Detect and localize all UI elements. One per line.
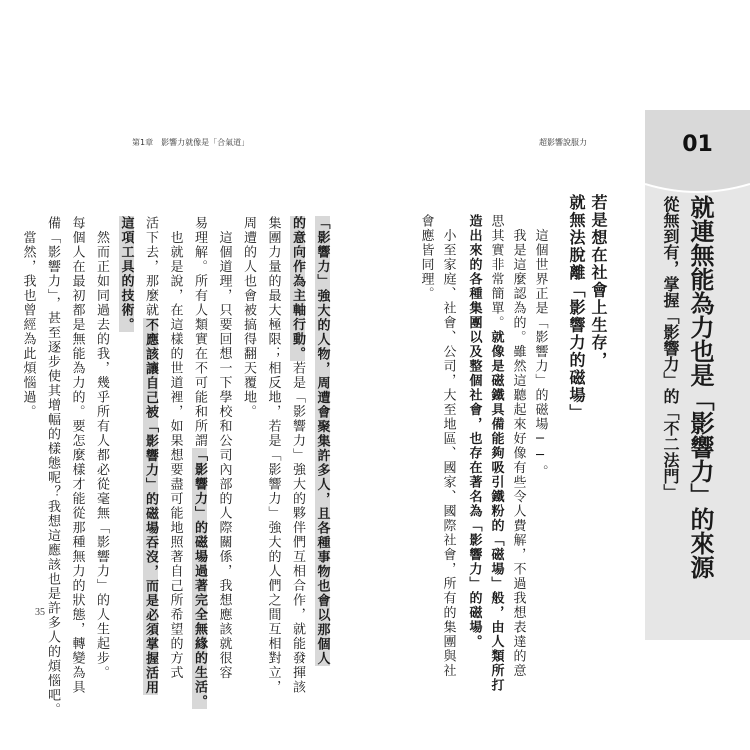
left-page-number: 35 [35,607,45,618]
right_page-column [568,194,584,422]
left_page-column [169,216,182,680]
left_page-column [291,216,304,695]
left_page-column [316,216,329,666]
text-segment: 若是「影響力」強大的夥伴們互相合作，就能發揮該 [290,361,305,695]
right_page-column [420,214,433,301]
text-segment: 活下去，那麼就 [143,216,158,318]
text-segment: 每個人在最初都是無能為力的。要怎麼樣才能從那種無力的狀態，轉變為具 [69,216,85,695]
text-segment: 小至家庭、社會、公司，大至地區、國家、國際社會，所有的集團與社 [440,214,456,678]
left_page-column [144,216,157,695]
text-segment: 這項工具的技術。 [118,216,134,332]
text-segment: 「影響力」的磁場過著完全無緣的生活。 [192,448,207,709]
text-segment: 這個世界正是「影響力」的磁場──。 [532,214,548,479]
left_page-column [22,216,35,419]
right_page-column [512,214,525,678]
section-title: 就連無能為力也是「影響力」的來源 [686,195,714,579]
left_page-column [71,216,84,695]
left_page-column [267,216,280,695]
text-segment: 周遭的人也會被搞得翻天覆地。 [241,216,256,419]
right_page-column [442,214,455,678]
left_page-column [46,216,59,717]
text-segment: 思其實非常簡單。 [488,214,504,330]
text-segment: 會應皆同理。 [418,214,434,301]
text-segment: 「影響力」 [314,216,330,289]
text-segment: 強大的人物，周遭會聚集許多人，且各種事物也會以那個人 [314,288,330,666]
section-subtitle: 從無到有，掌握「影響力」的「不二法門」 [661,196,680,500]
text-segment: 集團力量的最大極限；相反地，若是「影響力」強大的人們之間互相對立， [265,216,281,695]
text-segment: 易理解。所有人類實在不可能和所謂 [192,216,207,448]
text-segment: 我是這麼認為的。雖然這聽起來好像有些令人費解，不過我想表達的意 [510,214,526,678]
chapter-number: 01 [682,131,713,157]
left_page-column [95,216,108,680]
text-segment: 造出來的各種集團以及整個社會，也存在著名為「影響力」的磁場。 [466,214,482,649]
text-segment: 也就是說，在這樣的世道裡，如果想要盡可能地照著自己所希望的方式 [167,216,183,680]
text-segment: 備「影響力」，甚至逐步使其增幅的樣態呢？我想這應該也是許多人的煩惱吧。 [45,216,60,717]
right_page-column [468,214,481,649]
text-segment: 不應該讓自己被「影響力」的磁場吞沒，而是必須掌握活用 [143,317,158,695]
left_page-column [120,216,133,332]
left_page-column [193,216,206,709]
right_page-column [590,194,606,369]
text-segment: 若是想在社會上生存， [589,194,608,369]
right_page-column [490,214,503,693]
text-segment: 就像是磁鐵具備能夠吸引鐵粉的「磁場」般，由人類所打 [488,330,504,693]
text-segment: 這個道理，只要回想一下學校和公司內部的人際關係，我想應該就很容 [216,216,232,680]
right_page-column [534,214,547,479]
left_page-column [242,216,255,419]
text-segment: 就無法脫離「影響力的磁場」 [567,194,586,422]
text-segment: 的意向作為主軸行動。 [290,216,305,361]
text-segment: 當然，我也曾經為此煩惱過。 [20,216,36,419]
left_page-column [218,216,231,680]
left-page-header: 第1章 影響力就像是「合氣道」 [132,138,250,147]
right-page-header: 超影響說服力 [539,138,587,147]
text-segment: 然而正如同過去的我，幾乎所有人都必從毫無「影響力」的人生起步。 [94,216,109,680]
